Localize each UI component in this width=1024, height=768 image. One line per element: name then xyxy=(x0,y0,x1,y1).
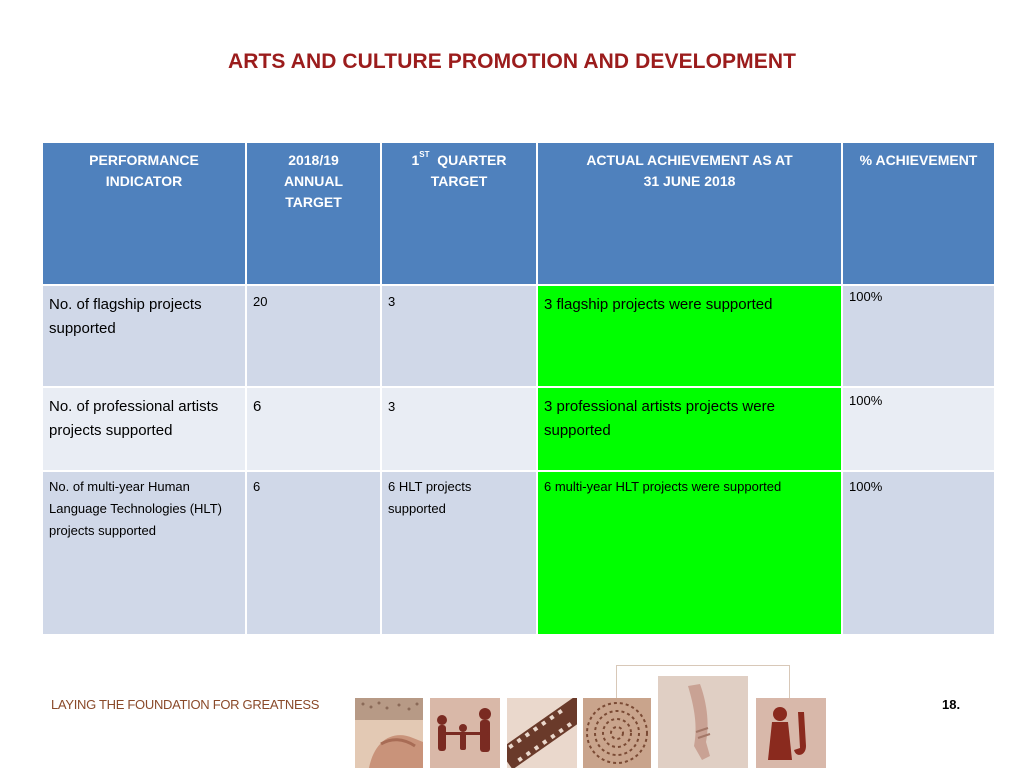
header-percent-achievement xyxy=(842,142,995,285)
cell-indicator: No. of multi-year Human Language Technologies (HLT) projects supported xyxy=(42,471,246,635)
header-text: ANNUAL xyxy=(283,173,344,189)
cell-quarter-target: 3 xyxy=(381,387,537,471)
table-row xyxy=(42,285,995,387)
performance-table xyxy=(41,141,996,636)
quarter-number: 1 xyxy=(411,152,420,168)
cell-annual-target: 6 xyxy=(246,387,381,471)
cell-annual-target: 20 xyxy=(246,285,381,387)
page-number: 18. xyxy=(942,697,961,712)
cell-actual-achievement: 3 professional artists projects were supported xyxy=(537,387,842,471)
header-text xyxy=(388,150,530,171)
quarter-label: QUARTER xyxy=(437,152,507,168)
quarter-superscript: ST xyxy=(419,150,430,159)
family-silhouette-image xyxy=(430,698,500,768)
cell-indicator: No. of professional artists projects supported xyxy=(42,387,246,471)
footer-tagline: LAYING THE FOUNDATION FOR GREATNESS xyxy=(51,697,320,712)
braille-reading-image xyxy=(355,698,423,768)
header-text: TARGET xyxy=(430,173,488,189)
cell-actual-achievement: 6 multi-year HLT projects were supported xyxy=(537,471,842,635)
woven-basket-image xyxy=(583,698,651,768)
ballet-pointe-image xyxy=(658,676,748,768)
slide-title: ARTS AND CULTURE PROMOTION AND DEVELOPMENT xyxy=(227,50,797,73)
header-text: PERFORMANCE xyxy=(89,152,199,168)
cell-percent: 100% xyxy=(842,285,995,387)
cell-quarter-target: 3 xyxy=(381,285,537,387)
film-strip-image xyxy=(507,698,577,768)
cell-annual-target: 6 xyxy=(246,471,381,635)
header-performance-indicator xyxy=(42,142,246,285)
table-row xyxy=(42,387,995,471)
cell-percent: 100% xyxy=(842,387,995,471)
cell-indicator: No. of flagship projects supported xyxy=(42,285,246,387)
table-row xyxy=(42,471,995,635)
header-actual-achievement xyxy=(537,142,842,285)
header-quarter-target xyxy=(381,142,537,285)
header-text: ACTUAL ACHIEVEMENT AS AT xyxy=(586,152,793,168)
table-header-row xyxy=(42,142,995,285)
header-text: 2018/19 xyxy=(288,152,339,168)
header-text: INDICATOR xyxy=(105,173,183,189)
cell-actual-achievement: 3 flagship projects were supported xyxy=(537,285,842,387)
cell-percent: 100% xyxy=(842,471,995,635)
header-annual-target xyxy=(246,142,381,285)
cell-quarter-target: 6 HLT projects supported xyxy=(381,471,537,635)
header-text: TARGET xyxy=(285,194,342,210)
saxophone-player-image xyxy=(756,698,826,768)
header-text: % ACHIEVEMENT xyxy=(859,152,978,168)
header-text: 31 JUNE 2018 xyxy=(643,173,736,189)
